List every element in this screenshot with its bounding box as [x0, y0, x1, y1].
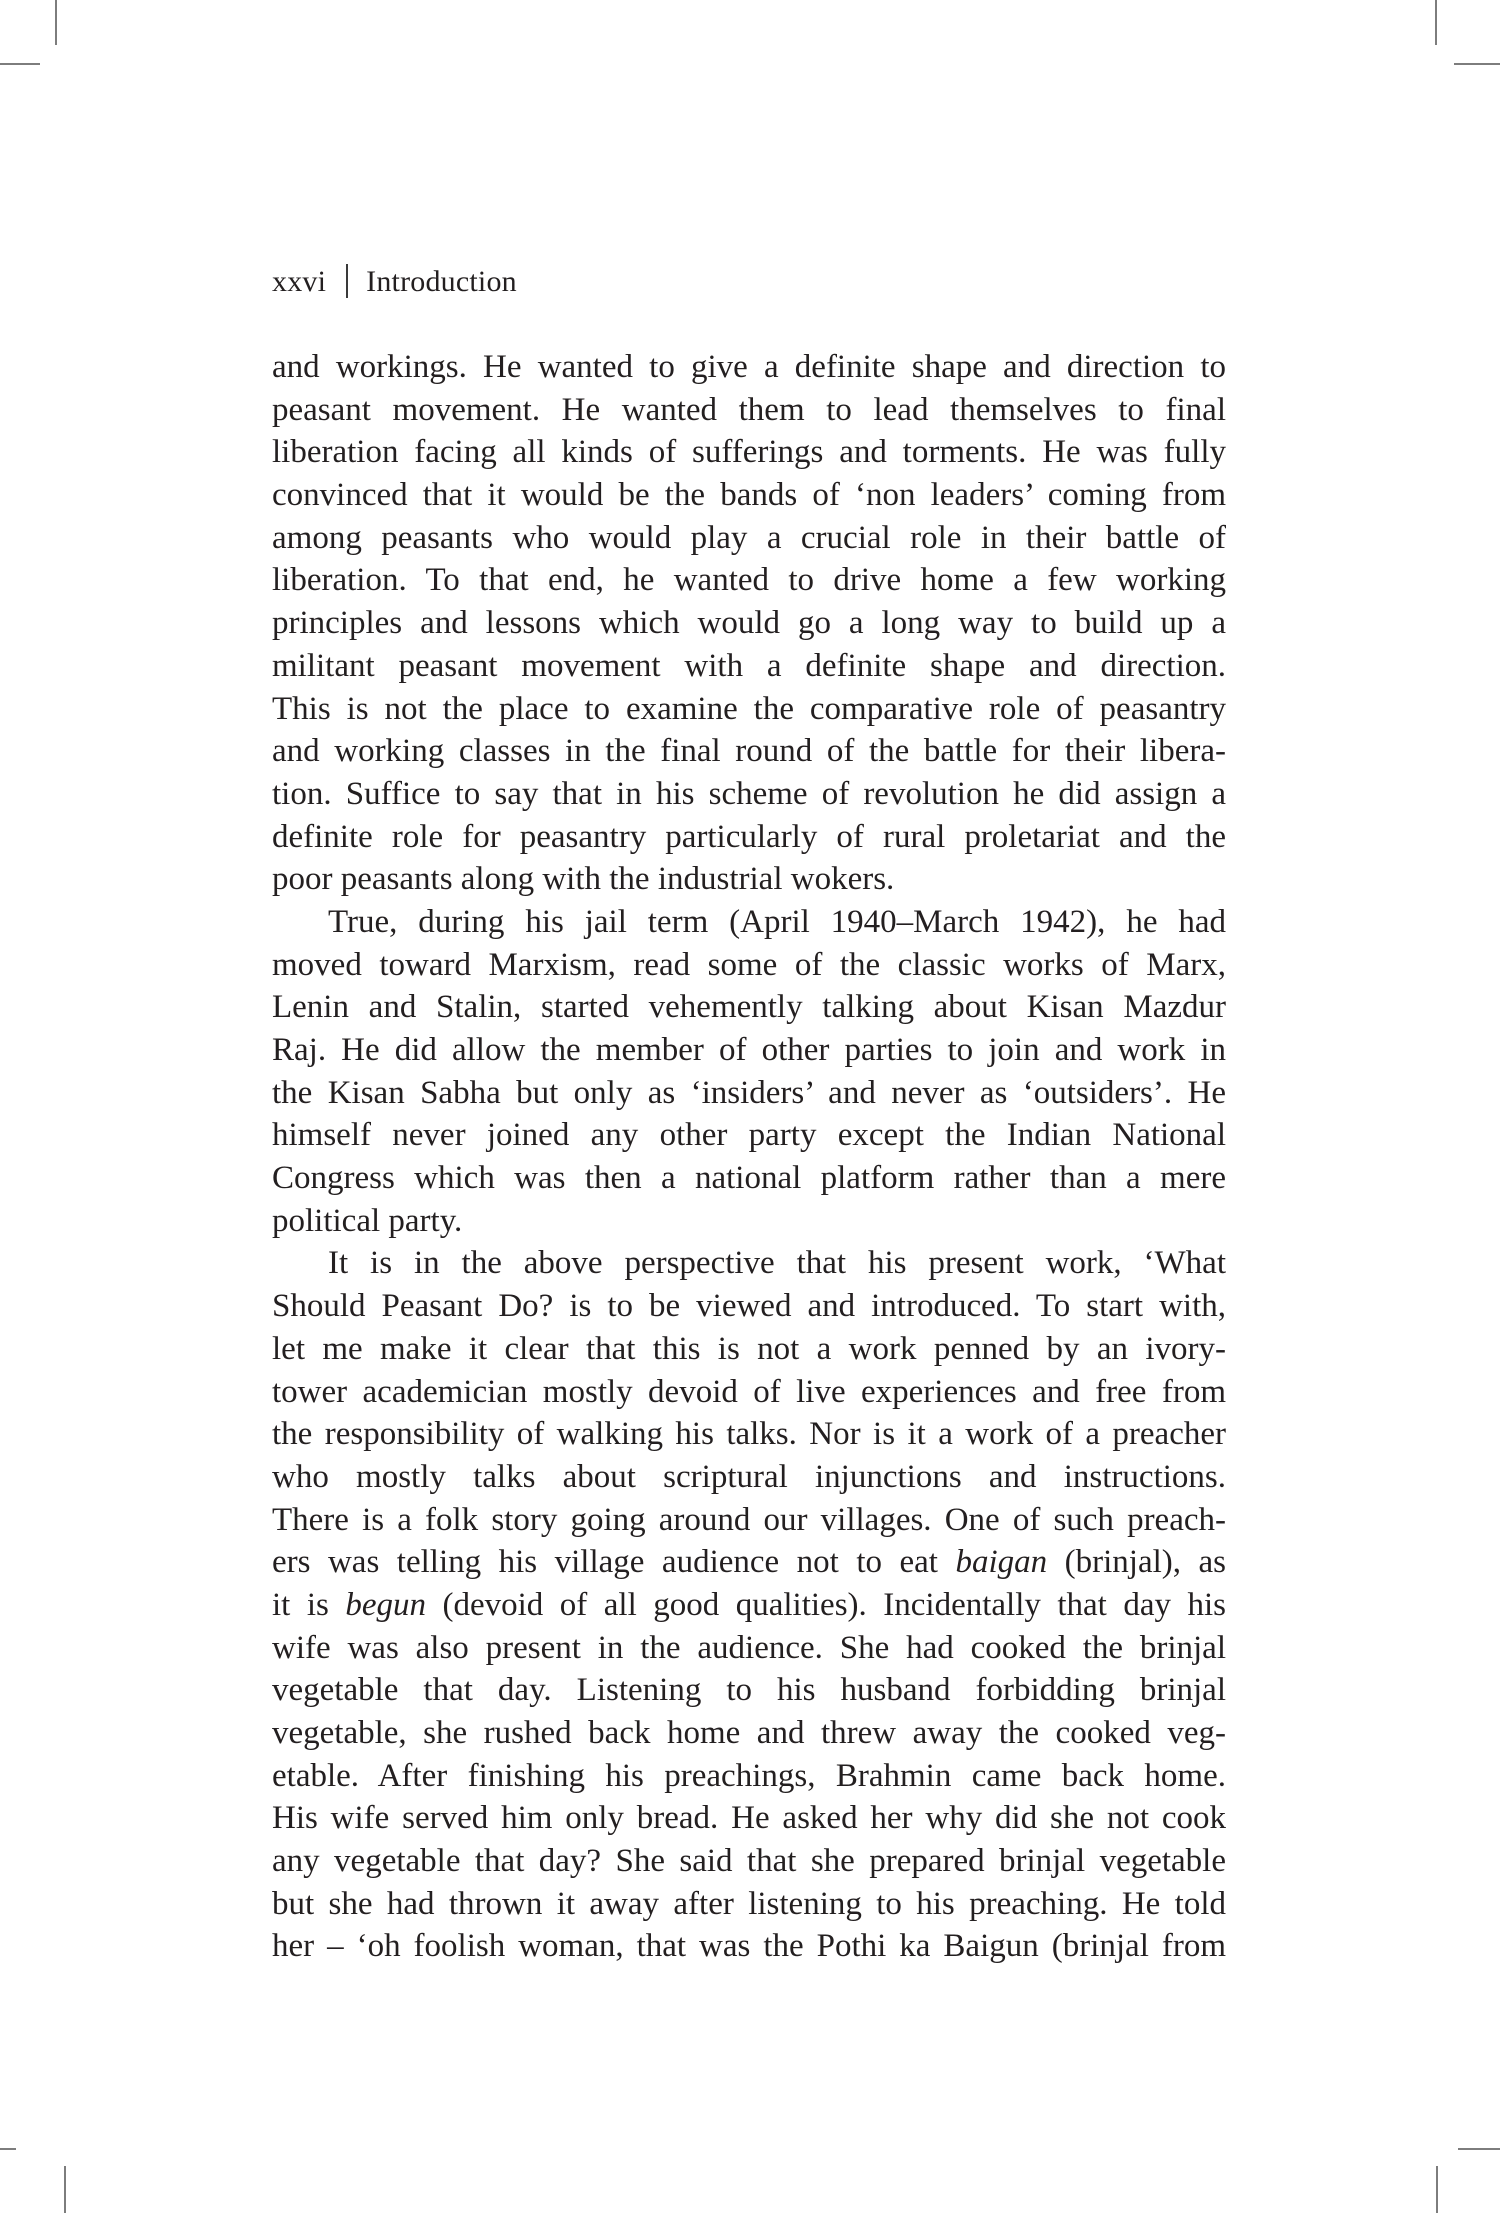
text-line: Congress which was then a national platform rather than a mere [272, 1160, 1226, 1197]
text-run: ers was telling his village audience not to eat [272, 1544, 956, 1581]
text-line: moved toward Marxism, read some of the classic works of Marx, [272, 946, 1226, 983]
text-run: it is [272, 1586, 346, 1623]
text-line: and workings. He wanted to give a definite shape and direction to [272, 349, 1226, 385]
text-line: liberation facing all kinds of sufferings and torments. He was fully [272, 434, 1226, 471]
text-line: vegetable, she rushed back home and threw away the cooked veg- [272, 1715, 1226, 1751]
text-line: liberation. To that end, he wanted to drive home a few working [272, 562, 1226, 599]
crop-mark-top-left-horizontal [0, 63, 40, 65]
text-line: Raj. He did allow the member of other parties to join and work in [272, 1032, 1226, 1068]
text-line: His wife served him only bread. He asked her why did she not cook [272, 1800, 1226, 1837]
crop-mark-top-left-vertical [55, 0, 57, 45]
paragraph [272, 346, 1226, 901]
text-line: definite role for peasantry particularly of rural proletariat and the [272, 818, 1226, 855]
text-line: It is in the above perspective that his present work, ‘What [328, 1245, 1226, 1282]
text-line: etable. After finishing his preachings, Brahmin came back home. [272, 1757, 1226, 1794]
text-run: (brinjal), as [1047, 1544, 1226, 1581]
text-line: poor peasants along with the industrial wokers. [272, 861, 895, 898]
text-line: the responsibility of walking his talks. Nor is it a work of a preacher [272, 1416, 1226, 1453]
crop-mark-bottom-right-vertical [1436, 2166, 1438, 2213]
crop-mark-top-right-horizontal [1454, 63, 1500, 65]
crop-mark-top-right-vertical [1435, 0, 1437, 45]
text-line: Lenin and Stalin, started vehemently talking about Kisan Mazdur [272, 989, 1226, 1026]
text-line: militant peasant movement with a definite shape and direction. [272, 647, 1226, 684]
running-head-separator [346, 264, 348, 298]
crop-mark-bottom-right-horizontal [1458, 2148, 1500, 2150]
text-line: peasant movement. He wanted them to lead themselves to final [272, 391, 1226, 428]
text-line: convinced that it would be the bands of ‘non leaders’ coming from [272, 477, 1226, 514]
text-line: but she had thrown it away after listening to his preaching. He told [272, 1885, 1226, 1922]
text-line: among peasants who would play a crucial role in their battle of [272, 519, 1226, 556]
text-line: wife was also present in the audience. She had cooked the brinjal [272, 1629, 1226, 1666]
italic-term: begun [345, 1586, 426, 1623]
text-line: let me make it clear that this is not a work penned by an ivory- [272, 1330, 1226, 1367]
page-number: xxvi [272, 265, 327, 298]
text-line: True, during his jail term (April 1940–March 1942), he had [328, 903, 1226, 940]
text-run: (devoid of all good qualities). Incidentally that day his [426, 1586, 1226, 1623]
paragraph [272, 901, 1226, 1243]
text-line: This is not the place to examine the comparative role of peasantry [272, 690, 1226, 727]
text-line: any vegetable that day? She said that she prepared brinjal vegetable [272, 1843, 1226, 1880]
text-line: Should Peasant Do? is to be viewed and introduced. To start with, [272, 1288, 1226, 1325]
text-line: the Kisan Sabha but only as ‘insiders’ and never as ‘outsiders’. He [272, 1074, 1226, 1111]
text-line: tower academician mostly devoid of live experiences and free from [272, 1373, 1226, 1410]
crop-mark-bottom-left-horizontal [0, 2148, 16, 2150]
text-line: and working classes in the final round of the battle for their libera- [272, 733, 1226, 770]
text-line: tion. Suffice to say that in his scheme of revolution he did assign a [272, 775, 1226, 812]
text-line: her – ‘oh foolish woman, that was the Pothi ka Baigun (brinjal from [272, 1928, 1226, 1965]
text-line: There is a folk story going around our villages. One of such preach- [272, 1501, 1226, 1538]
body-text [272, 346, 1226, 1968]
text-line [272, 1584, 1226, 1627]
text-line: principles and lessons which would go a long way to build up a [272, 605, 1226, 642]
text-line: himself never joined any other party except the Indian National [272, 1117, 1226, 1154]
italic-term: baigan [955, 1544, 1048, 1581]
section-title: Introduction [366, 265, 517, 298]
running-head [272, 262, 517, 302]
text-line: vegetable that day. Listening to his husband forbidding brinjal [272, 1672, 1226, 1709]
paragraph [272, 1242, 1226, 1968]
crop-mark-bottom-left-vertical [64, 2166, 66, 2213]
text-line [272, 1541, 1226, 1584]
text-line: political party. [272, 1202, 463, 1239]
text-line: who mostly talks about scriptural injunctions and instructions. [272, 1458, 1226, 1495]
